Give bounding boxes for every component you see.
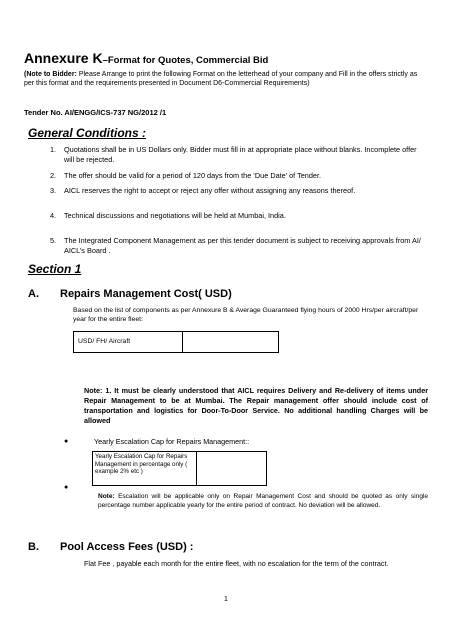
- part-b-heading: [28, 541, 194, 553]
- bullet-icon: ●: [64, 484, 69, 491]
- part-a-title: Repairs Management Cost( USD): [60, 288, 232, 300]
- part-a-letter: A.: [28, 288, 39, 300]
- title-sub: –Format for Quotes, Commercial Bid: [102, 55, 269, 66]
- escalation-cap-label: Yearly Escalation Cap for Repairs Management::: [94, 437, 250, 446]
- page-number: 1: [224, 596, 228, 603]
- part-a-intro: Based on the list of components as per Annexure B & Average Guaranteed flying hours of 2000 Hrs/per aircraft/per year for the entire fleet:: [73, 307, 419, 323]
- condition-number: 4.: [50, 211, 57, 220]
- part-b-title: Pool Access Fees (USD) :: [60, 541, 194, 553]
- condition-item-2: [50, 171, 424, 181]
- escalation-note: [98, 493, 428, 510]
- condition-item-1: [50, 145, 424, 164]
- condition-item-4: [50, 211, 424, 221]
- usd-fh-aircraft-label: USD/ FH/ Aircraft: [78, 338, 131, 345]
- bidder-note-label: (Note to Bidder:: [24, 71, 77, 78]
- title-main: Annexure K: [24, 50, 103, 66]
- bidder-note-text: Please Arrange to print the following Format on the letterhead of your company and Fill in the offers strictly as per this format and the requirements presented in Document D6-Commercial Requirements): [24, 71, 418, 87]
- part-b-letter: B.: [28, 541, 39, 553]
- escalation-cap-cell: Yearly Escalation Cap for Repairs Management in percentage only ( example 2% etc ): [93, 452, 197, 485]
- part-b-text: Flat Fee , payable each month for the entire fleet, with no escalation for the term of the contract.: [84, 559, 389, 568]
- part-a-heading: [28, 288, 232, 300]
- document-title: [24, 50, 268, 66]
- escalation-cap-table: [92, 451, 267, 486]
- section-1-heading: Section 1: [28, 262, 82, 276]
- condition-text: Technical discussions and negotiations will be held at Mumbai, India.: [64, 211, 286, 220]
- condition-number: 3.: [50, 186, 57, 195]
- bullet-icon: ●: [64, 438, 69, 445]
- condition-number: 1.: [50, 145, 57, 154]
- escalation-note-text: Escalation will be applicable only on Repair Management Cost and should be quoted as only single percentage number applicable yearly for the entire period of contract. No deviation will be allowed.: [98, 493, 428, 509]
- escalation-note-label: Note:: [98, 493, 115, 500]
- condition-number: 5.: [50, 236, 57, 245]
- condition-text: AICL reserves the right to accept or reject any offer without assigning any reasons thereof.: [64, 186, 356, 195]
- condition-item-5: [50, 236, 424, 255]
- condition-item-3: [50, 186, 424, 196]
- tender-number: Tender No. AI/ENGG/ICS-737 NG/2012 /1: [24, 108, 167, 117]
- condition-text: The Integrated Component Management as per this tender document is subject to receiving approvals from AI/ AICL’s Board .: [64, 236, 421, 255]
- delivery-note: Note: 1. It must be clearly understood that AICL requires Delivery and Re-delivery of items under Repair Management to be at Mumbai. The Repair management offer should include cost of transportation and logistics for Door-To-Door Service. No additional handling Charges will be allowed: [84, 386, 428, 425]
- condition-number: 2.: [50, 171, 57, 180]
- condition-text: Quotations shall be in US Dollars only. Bidder must fill in at appropriate place without blanks. Incomplete offer will be rejected.: [64, 145, 417, 164]
- table-divider: [182, 332, 183, 352]
- condition-text: The offer should be valid for a period of 120 days from the ‘Due Date’ of Tender.: [64, 171, 322, 180]
- general-conditions-heading: General Conditions :: [28, 126, 147, 140]
- usd-fh-aircraft-table: [73, 331, 279, 353]
- bidder-note: [24, 70, 429, 88]
